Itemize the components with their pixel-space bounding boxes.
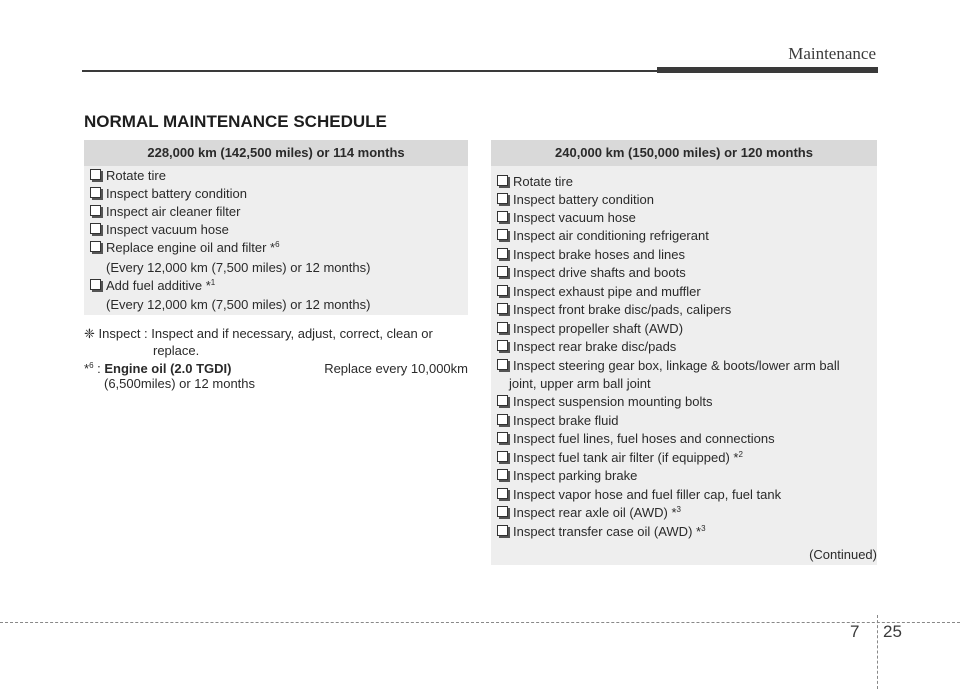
- checklist-item: Inspect brake hoses and lines: [497, 247, 685, 262]
- checklist-item: Inspect vapor hose and fuel filler cap, fuel tank: [497, 487, 781, 502]
- inspect-note: [84, 326, 468, 342]
- checklist-item: Inspect vacuum hose: [90, 222, 229, 237]
- checklist-item: Inspect brake fluid: [497, 413, 619, 428]
- checkbox-icon: [497, 432, 508, 443]
- checkbox-icon: [497, 266, 508, 277]
- checkbox-icon: [90, 205, 101, 216]
- schedule-box-228000: [84, 140, 468, 315]
- checkbox-icon: [497, 488, 508, 499]
- continued-label: (Continued): [809, 547, 877, 562]
- header-rule-accent: [657, 67, 878, 73]
- checklist-item: Inspect rear brake disc/pads: [497, 339, 676, 354]
- oil-footnote: *$^6$ : Engine oil (2.0 TGDI) Replace every 10,000km: [84, 361, 468, 376]
- checklist-item: Inspect drive shafts and boots: [497, 265, 686, 280]
- checklist-item: Inspect fuel tank air filter (if equipped) *$^2$: [497, 450, 743, 465]
- inspect-note-text: Inspect : Inspect and if necessary, adjust, correct, clean or: [98, 326, 433, 341]
- checklist-item: Inspect parking brake: [497, 468, 637, 483]
- inspect-note-cont: replace.: [153, 343, 200, 358]
- checklist-item: Inspect air conditioning refrigerant: [497, 228, 709, 243]
- checkbox-icon: [90, 241, 101, 252]
- checkbox-icon: [497, 229, 508, 240]
- checkbox-icon: [497, 359, 508, 370]
- inspect-symbol-icon: ❈: [84, 326, 95, 341]
- page-number-divider: [877, 615, 878, 689]
- checkbox-icon: [90, 187, 101, 198]
- header-rule: [82, 70, 662, 72]
- section-title: Maintenance: [788, 44, 876, 63]
- checklist-item: Inspect steering gear box, linkage & boots/lower arm ball: [497, 358, 840, 373]
- checklist-item-note: (Every 12,000 km (7,500 miles) or 12 months): [106, 297, 371, 312]
- checklist-item: Rotate tire: [90, 168, 166, 183]
- checkbox-icon: [497, 506, 508, 517]
- checkbox-icon: [497, 248, 508, 259]
- checklist-item: Inspect fuel lines, fuel hoses and connections: [497, 431, 775, 446]
- checklist-item: Inspect suspension mounting bolts: [497, 394, 712, 409]
- checkbox-icon: [497, 395, 508, 406]
- checkbox-icon: [497, 211, 508, 222]
- oil-footnote-cont: (6,500miles) or 12 months: [104, 376, 256, 391]
- checkbox-icon: [497, 451, 508, 462]
- oil-footnote-rest: Replace every 10,000km: [324, 361, 468, 376]
- schedule-heading: 228,000 km (142,500 miles) or 114 months: [84, 140, 468, 166]
- checklist-item: Rotate tire: [497, 174, 573, 189]
- schedule-heading: 240,000 km (150,000 miles) or 120 months: [491, 140, 877, 166]
- schedule-box-240000: [491, 140, 877, 565]
- checklist-item: Inspect battery condition: [90, 186, 247, 201]
- checklist-item: Inspect vacuum hose: [497, 210, 636, 225]
- checkbox-icon: [497, 285, 508, 296]
- checkbox-icon: [90, 223, 101, 234]
- page-number: 25: [883, 622, 902, 641]
- checklist-item: Inspect transfer case oil (AWD) *$^3$: [497, 524, 706, 539]
- checklist-item: Inspect air cleaner filter: [90, 204, 240, 219]
- checkbox-icon: [497, 303, 508, 314]
- checklist-item: Inspect exhaust pipe and muffler: [497, 284, 701, 299]
- checkbox-icon: [90, 169, 101, 180]
- chapter-number: 7: [850, 622, 860, 641]
- checkbox-icon: [497, 414, 508, 425]
- checklist-item-note: joint, upper arm ball joint: [509, 376, 651, 391]
- checkbox-icon: [497, 525, 508, 536]
- footer-rule: [0, 622, 960, 623]
- checkbox-icon: [497, 469, 508, 480]
- checklist-item: Inspect front brake disc/pads, calipers: [497, 302, 731, 317]
- checklist-item: Replace engine oil and filter *$^6$: [90, 240, 280, 255]
- oil-footnote-bold: Engine oil (2.0 TGDI): [104, 361, 232, 376]
- page-title: NORMAL MAINTENANCE SCHEDULE: [84, 112, 387, 131]
- checkbox-icon: [90, 279, 101, 290]
- checklist-item: Inspect battery condition: [497, 192, 654, 207]
- checklist-item: Inspect propeller shaft (AWD): [497, 321, 683, 336]
- checklist-item: Inspect rear axle oil (AWD) *$^3$: [497, 505, 681, 520]
- checkbox-icon: [497, 322, 508, 333]
- checkbox-icon: [497, 175, 508, 186]
- checkbox-icon: [497, 340, 508, 351]
- checklist-item-note: (Every 12,000 km (7,500 miles) or 12 months): [106, 260, 371, 275]
- checkbox-icon: [497, 193, 508, 204]
- checklist-item: Add fuel additive *$^1$: [90, 278, 215, 293]
